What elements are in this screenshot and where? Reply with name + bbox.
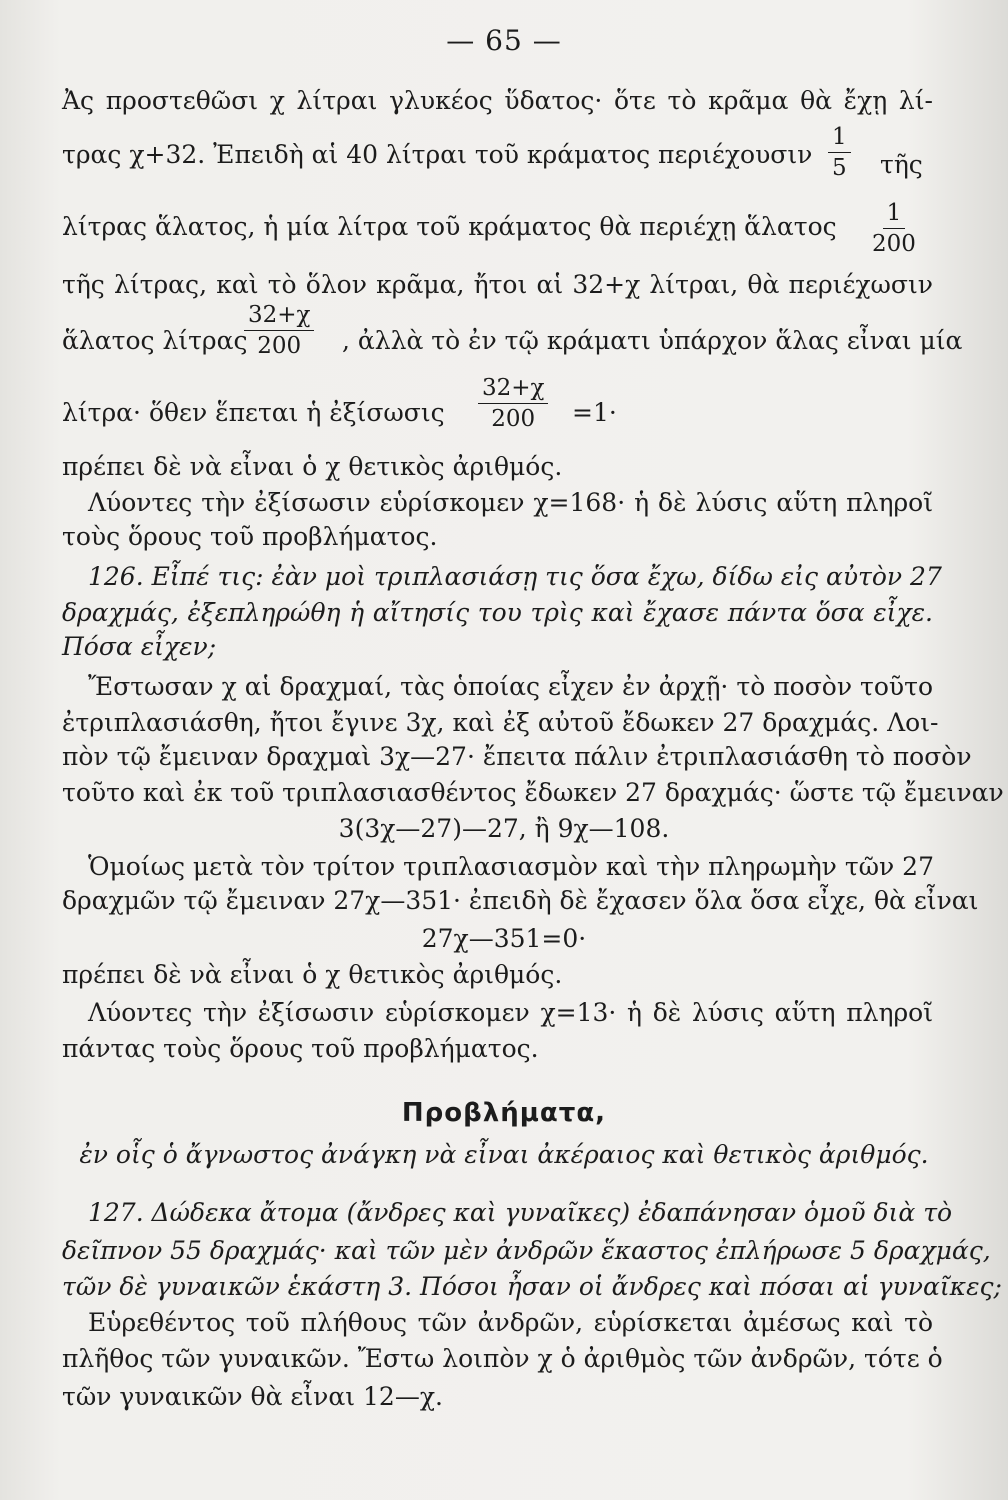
text-line: πλῆθος τῶν γυναικῶν. Ἔστω λοιπὸν χ ὁ ἀριθμὸς τῶν ἀνδρῶν, τότε ὁ: [62, 1344, 943, 1373]
equation-line: 27χ—351=0·: [421, 924, 587, 953]
fraction-numerator: 32+χ: [478, 375, 548, 404]
text-fragment: ἅλατος λίτρας: [62, 326, 248, 355]
text-line: Ὁμοίως μετὰ τὸν τρίτον τριπλασιασμὸν καὶ τὴν πληρωμὴν τῶν 27: [88, 852, 934, 881]
fraction-denominator: 5: [832, 155, 847, 181]
fraction-numerator: 32+χ: [244, 302, 314, 331]
text-line: δεῖπνον 55 δραχμάς· καὶ τῶν μὲν ἀνδρῶν ἕκαστος ἐπλήρωσε 5 δραχμάς,: [62, 1236, 991, 1265]
section-heading: Προβλήματα,: [401, 1098, 607, 1128]
text-line: δραχμῶν τῷ ἔμειναν 27χ—351· ἐπειδὴ δὲ ἔχασεν ὅλα ὅσα εἶχε, θὰ εἶναι: [62, 886, 979, 915]
text-line: τῶν γυναικῶν θὰ εἶναι 12—χ.: [62, 1382, 443, 1411]
fraction: [872, 200, 916, 257]
text-line: τοῦτο καὶ ἐκ τοῦ τριπλασιασθέντος ἔδωκεν 27 δραχμάς· ὥστε τῷ ἔμειναν: [62, 778, 1004, 807]
text-line: πὸν τῷ ἔμειναν δραχμαὶ 3χ—27· ἔπειτα πάλιν ἐτριπλασιάσθη τὸ ποσὸν: [62, 742, 972, 771]
fraction: [478, 375, 548, 432]
text-line: Ἔστωσαν χ αἱ δραχμαί, τὰς ὁποίας εἶχεν ἐν ἀρχῇ· τὸ ποσὸν τοῦτο: [88, 672, 933, 701]
fraction-numerator: 1: [883, 200, 906, 229]
section-subheading: ἐν οἷς ὁ ἄγνωστος ἀνάγκη νὰ εἶναι ἀκέραιος καὶ θετικὸς ἀριθμός.: [79, 1140, 929, 1169]
text-line: 126. Εἶπέ τις: ἐὰν μοὶ τριπλασιάσῃ τις ὅσα ἔχω, δίδω εἰς αὐτὸν 27: [88, 562, 942, 591]
page-number: — 65 —: [446, 24, 562, 57]
text-line: τρας χ+32. Ἐπειδὴ αἱ 40 λίτραι τοῦ κράματος περιέχουσιν: [62, 140, 813, 169]
text-line: 127. Δώδεκα ἄτομα (ἄνδρες καὶ γυναῖκες) ἐδαπάνησαν ὁμοῦ διὰ τὸ: [88, 1198, 953, 1227]
text-line: Λύοντες τὴν ἐξίσωσιν εὑρίσκομεν χ=168· ἡ δὲ λύσις αὕτη πληροῖ: [88, 488, 933, 517]
fraction: [828, 124, 851, 181]
text-line: πάντας τοὺς ὅρους τοῦ προβλήματος.: [62, 1034, 539, 1063]
text-line: τῶν δὲ γυναικῶν ἑκάστη 3. Πόσοι ἦσαν οἱ ἄνδρες καὶ πόσαι αἱ γυναῖκες;: [62, 1272, 1002, 1301]
text-line: δραχμάς, ἐξεπληρώθη ἡ αἴτησίς του τρὶς καὶ ἔχασε πάντα ὅσα εἶχε.: [62, 598, 933, 627]
text-fragment: , ἀλλὰ τὸ ἐν τῷ κράματι ὑπάρχον ἅλας εἶναι μία: [342, 326, 963, 355]
fraction-numerator: 1: [828, 124, 851, 153]
text-line: ἐτριπλασιάσθη, ἤτοι ἔγινε 3χ, καὶ ἐξ αὐτοῦ ἔδωκεν 27 δραχμάς. Λοι-: [62, 708, 939, 737]
text-fragment: τῆς: [880, 150, 923, 179]
fraction-denominator: 200: [491, 406, 536, 432]
text-line: Εὑρεθέντος τοῦ πλήθους τῶν ἀνδρῶν, εὑρίσκεται ἀμέσως καὶ τὸ: [88, 1308, 933, 1337]
equation-line: 3(3χ—27)—27, ἢ 9χ—108.: [338, 814, 670, 843]
text-line: Λύοντες τὴν ἐξίσωσιν εὑρίσκομεν χ=13· ἡ δὲ λύσις αὕτη πληροῖ: [88, 998, 933, 1027]
text-line: Ἀς προστεθῶσι χ λίτραι γλυκέος ὕδατος· ὅτε τὸ κρᾶμα θὰ ἔχῃ λί-: [62, 86, 933, 115]
text-line: τοὺς ὅρους τοῦ προβλήματος.: [62, 522, 438, 551]
fraction: [244, 302, 314, 359]
text-line: πρέπει δὲ νὰ εἶναι ὁ χ θετικὸς ἀριθμός.: [62, 960, 563, 989]
text-fragment: =1·: [572, 398, 617, 427]
text-line: τῆς λίτρας, καὶ τὸ ὅλον κρᾶμα, ἤτοι αἱ 32+χ λίτραι, θὰ περιέχωσιν: [62, 270, 933, 299]
text-fragment: λίτρα· ὅθεν ἕπεται ἡ ἐξίσωσις: [62, 398, 445, 427]
text-line: πρέπει δὲ νὰ εἶναι ὁ χ θετικὸς ἀριθμός.: [62, 452, 563, 481]
text-line: Πόσα εἶχεν;: [62, 632, 217, 661]
text-line: λίτρας ἅλατος, ἡ μία λίτρα τοῦ κράματος θὰ περιέχῃ ἅλατος: [62, 212, 837, 241]
fraction-denominator: 200: [872, 231, 916, 257]
fraction-denominator: 200: [257, 333, 302, 359]
